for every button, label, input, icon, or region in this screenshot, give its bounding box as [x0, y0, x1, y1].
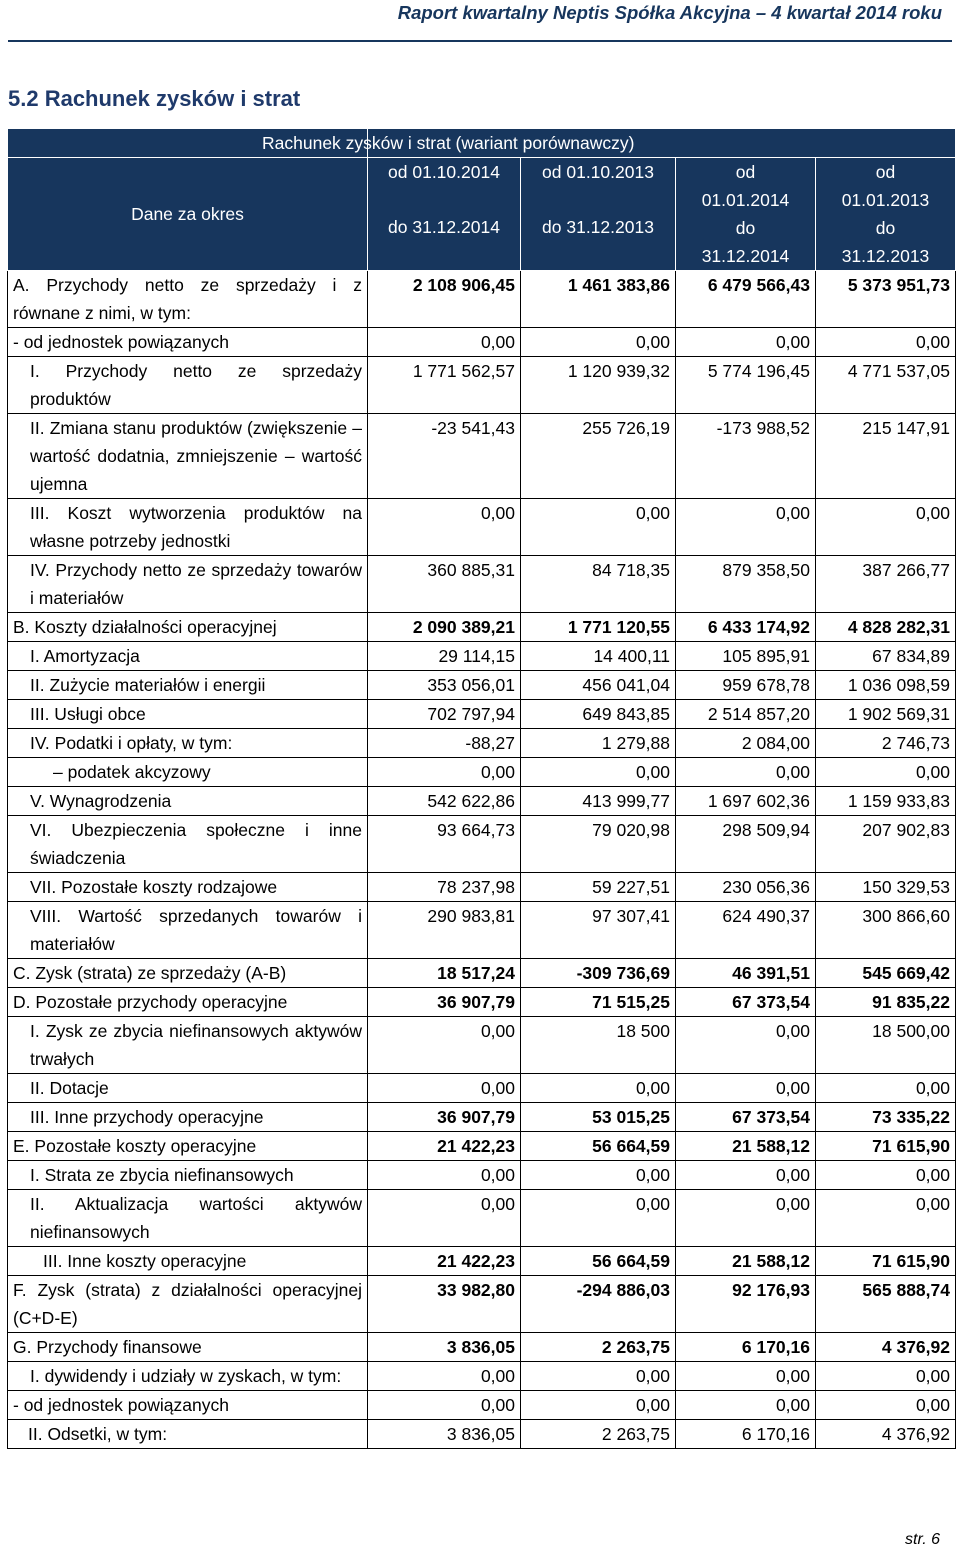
row-value: 0,00 [368, 1161, 521, 1190]
row-value: 879 358,50 [676, 556, 816, 613]
row-value: 0,00 [816, 1190, 956, 1247]
row-value: 56 664,59 [521, 1247, 676, 1276]
row-value: 14 400,11 [521, 642, 676, 671]
row-value: 2 514 857,20 [676, 700, 816, 729]
table-period-row [8, 158, 956, 271]
row-label: F. Zysk (strata) z działalności operacyjnej (C+D-E) [8, 1276, 368, 1333]
row-label: VII. Pozostałe koszty rodzajowe [8, 873, 368, 902]
row-value: 92 176,93 [676, 1276, 816, 1333]
row-value: 0,00 [368, 328, 521, 357]
row-value: 53 015,25 [521, 1103, 676, 1132]
table-row [8, 499, 956, 556]
row-value: 0,00 [676, 499, 816, 556]
row-value: 0,00 [816, 499, 956, 556]
row-label: III. Usługi obce [8, 700, 368, 729]
period-from: od 01.01.2013 [841, 162, 930, 210]
row-label: D. Pozostałe przychody operacyjne [8, 988, 368, 1017]
table-row [8, 671, 956, 700]
row-value: 0,00 [676, 1074, 816, 1103]
row-value: -173 988,52 [676, 414, 816, 499]
row-label: I. Amortyzacja [8, 642, 368, 671]
row-value: 0,00 [676, 1362, 816, 1391]
period-cell [521, 158, 676, 271]
row-value: -309 736,69 [521, 959, 676, 988]
row-value: 33 982,80 [368, 1276, 521, 1333]
period-cell [368, 158, 521, 271]
table-row [8, 1247, 956, 1276]
row-value: 21 422,23 [368, 1132, 521, 1161]
table-row [8, 1017, 956, 1074]
row-value: 18 517,24 [368, 959, 521, 988]
row-value: 649 843,85 [521, 700, 676, 729]
table-row [8, 700, 956, 729]
table-row [8, 271, 956, 328]
row-value: 1 771 562,57 [368, 357, 521, 414]
row-value: 2 746,73 [816, 729, 956, 758]
row-value: 1 279,88 [521, 729, 676, 758]
row-value: 0,00 [676, 328, 816, 357]
row-value: 0,00 [816, 1391, 956, 1420]
row-value: 21 588,12 [676, 1247, 816, 1276]
row-value: 4 771 537,05 [816, 357, 956, 414]
row-value: 0,00 [676, 1161, 816, 1190]
row-value: 59 227,51 [521, 873, 676, 902]
row-value: -294 886,03 [521, 1276, 676, 1333]
period-to: do 31.12.2014 [701, 218, 790, 266]
row-value: 0,00 [368, 1017, 521, 1074]
table-caption-row [8, 129, 956, 158]
row-value: 2 090 389,21 [368, 613, 521, 642]
row-value: 3 836,05 [368, 1333, 521, 1362]
row-value: 0,00 [816, 1074, 956, 1103]
row-value: 300 866,60 [816, 902, 956, 959]
row-label: I. Przychody netto ze sprzedaży produktów [8, 357, 368, 414]
row-value: 2 263,75 [521, 1333, 676, 1362]
row-value: 1 036 098,59 [816, 671, 956, 700]
row-value: 353 056,01 [368, 671, 521, 700]
income-statement-table [7, 128, 956, 1449]
row-value: 0,00 [368, 758, 521, 787]
row-label: V. Wynagrodzenia [8, 787, 368, 816]
period-cell [676, 158, 816, 271]
row-value: 207 902,83 [816, 816, 956, 873]
row-value: 46 391,51 [676, 959, 816, 988]
page-number: str. 6 [905, 1531, 940, 1548]
row-value: 0,00 [368, 1074, 521, 1103]
row-value: 0,00 [676, 1017, 816, 1074]
row-value: 1 159 933,83 [816, 787, 956, 816]
row-value: 36 907,79 [368, 988, 521, 1017]
row-value: 0,00 [676, 1391, 816, 1420]
row-label: II. Odsetki, w tym: [8, 1420, 368, 1449]
row-value: 290 983,81 [368, 902, 521, 959]
row-label: I. dywidendy i udziały w zyskach, w tym: [8, 1362, 368, 1391]
row-value: 0,00 [816, 328, 956, 357]
row-value: 71 615,90 [816, 1247, 956, 1276]
row-value: 0,00 [816, 758, 956, 787]
row-value: 1 461 383,86 [521, 271, 676, 328]
row-value: 624 490,37 [676, 902, 816, 959]
row-value: 71 615,90 [816, 1132, 956, 1161]
row-label: C. Zysk (strata) ze sprzedaży (A-B) [8, 959, 368, 988]
row-value: 67 373,54 [676, 988, 816, 1017]
row-value: 0,00 [816, 1362, 956, 1391]
period-from: od 01.10.2013 [542, 162, 654, 182]
table-row [8, 988, 956, 1017]
row-value: -23 541,43 [368, 414, 521, 499]
row-value: 1 902 569,31 [816, 700, 956, 729]
table-row [8, 414, 956, 499]
row-label: II. Aktualizacja wartości aktywów niefinansowych [8, 1190, 368, 1247]
table-row [8, 1362, 956, 1391]
row-label: III. Inne przychody operacyjne [8, 1103, 368, 1132]
table-row [8, 613, 956, 642]
row-value: 0,00 [676, 1190, 816, 1247]
row-value: 29 114,15 [368, 642, 521, 671]
table-row [8, 1333, 956, 1362]
row-value: 0,00 [368, 1362, 521, 1391]
row-value: 959 678,78 [676, 671, 816, 700]
row-value: 2 263,75 [521, 1420, 676, 1449]
table-row [8, 357, 956, 414]
row-value: 0,00 [521, 1161, 676, 1190]
table-caption: Rachunek zysków i strat (wariant porównawczy) [368, 129, 956, 158]
row-value: 71 515,25 [521, 988, 676, 1017]
period-from: od 01.10.2014 [388, 162, 500, 182]
row-label: I. Strata ze zbycia niefinansowych [8, 1161, 368, 1190]
row-value: 4 376,92 [816, 1420, 956, 1449]
row-value: 1 120 939,32 [521, 357, 676, 414]
row-value: 2 108 906,45 [368, 271, 521, 328]
table-row [8, 1074, 956, 1103]
table-row [8, 787, 956, 816]
table-row [8, 873, 956, 902]
row-label: - od jednostek powiązanych [8, 328, 368, 357]
row-value: 2 084,00 [676, 729, 816, 758]
row-label: VI. Ubezpieczenia społeczne i inne świadczenia [8, 816, 368, 873]
row-label: E. Pozostałe koszty operacyjne [8, 1132, 368, 1161]
row-label: II. Zmiana stanu produktów (zwiększenie – wartość dodatnia, zmniejszenie – wartość ujemna [8, 414, 368, 499]
row-value: 4 828 282,31 [816, 613, 956, 642]
row-label: VIII. Wartość sprzedanych towarów i materiałów [8, 902, 368, 959]
row-value: 215 147,91 [816, 414, 956, 499]
row-value: 0,00 [368, 499, 521, 556]
row-value: 6 479 566,43 [676, 271, 816, 328]
row-value: 0,00 [521, 499, 676, 556]
table-row [8, 1103, 956, 1132]
row-value: 78 237,98 [368, 873, 521, 902]
table-row [8, 816, 956, 873]
row-value: 298 509,94 [676, 816, 816, 873]
row-value: 6 170,16 [676, 1420, 816, 1449]
row-value: 0,00 [521, 1190, 676, 1247]
period-to: do 31.12.2013 [841, 218, 930, 266]
row-value: 6 433 174,92 [676, 613, 816, 642]
row-label: G. Przychody finansowe [8, 1333, 368, 1362]
row-label: III. Koszt wytworzenia produktów na własne potrzeby jednostki [8, 499, 368, 556]
row-label: II. Zużycie materiałów i energii [8, 671, 368, 700]
row-value: 1 771 120,55 [521, 613, 676, 642]
row-label: II. Dotacje [8, 1074, 368, 1103]
table-row [8, 729, 956, 758]
row-value: 67 834,89 [816, 642, 956, 671]
row-label: B. Koszty działalności operacyjnej [8, 613, 368, 642]
row-label: - od jednostek powiązanych [8, 1391, 368, 1420]
row-value: 21 588,12 [676, 1132, 816, 1161]
row-value: 105 895,91 [676, 642, 816, 671]
table-row [8, 758, 956, 787]
row-value: 545 669,42 [816, 959, 956, 988]
row-value: 18 500 [521, 1017, 676, 1074]
row-value: 542 622,86 [368, 787, 521, 816]
row-label: IV. Podatki i opłaty, w tym: [8, 729, 368, 758]
table-row [8, 1420, 956, 1449]
table-row [8, 902, 956, 959]
row-value: 21 422,23 [368, 1247, 521, 1276]
table-row [8, 328, 956, 357]
table-row [8, 556, 956, 613]
row-value: 413 999,77 [521, 787, 676, 816]
row-value: 0,00 [368, 1190, 521, 1247]
table-row [8, 1276, 956, 1333]
row-value: 255 726,19 [521, 414, 676, 499]
table-row [8, 1391, 956, 1420]
row-value: 91 835,22 [816, 988, 956, 1017]
row-value: 18 500,00 [816, 1017, 956, 1074]
row-label: – podatek akcyzowy [8, 758, 368, 787]
period-label: Dane za okres [8, 158, 368, 271]
section-title: 5.2 Rachunek zysków i strat [8, 86, 301, 111]
period-from: od 01.01.2014 [701, 162, 790, 210]
table-row [8, 959, 956, 988]
row-value: 3 836,05 [368, 1420, 521, 1449]
row-value: 4 376,92 [816, 1333, 956, 1362]
row-label: A. Przychody netto ze sprzedaży i z równane z nimi, w tym: [8, 271, 368, 328]
row-label: IV. Przychody netto ze sprzedaży towarów i materiałów [8, 556, 368, 613]
row-value: 0,00 [521, 1074, 676, 1103]
row-value: -88,27 [368, 729, 521, 758]
table-row [8, 642, 956, 671]
table-row [8, 1132, 956, 1161]
row-value: 456 041,04 [521, 671, 676, 700]
row-value: 56 664,59 [521, 1132, 676, 1161]
row-value: 67 373,54 [676, 1103, 816, 1132]
row-value: 230 056,36 [676, 873, 816, 902]
row-value: 0,00 [676, 758, 816, 787]
row-value: 0,00 [521, 1391, 676, 1420]
row-value: 0,00 [521, 1362, 676, 1391]
row-value: 1 697 602,36 [676, 787, 816, 816]
row-value: 0,00 [521, 758, 676, 787]
row-value: 73 335,22 [816, 1103, 956, 1132]
row-value: 5 774 196,45 [676, 357, 816, 414]
row-value: 150 329,53 [816, 873, 956, 902]
row-value: 702 797,94 [368, 700, 521, 729]
row-value: 0,00 [816, 1161, 956, 1190]
row-value: 79 020,98 [521, 816, 676, 873]
row-value: 0,00 [368, 1391, 521, 1420]
row-label: I. Zysk ze zbycia niefinansowych aktywów trwałych [8, 1017, 368, 1074]
row-value: 6 170,16 [676, 1333, 816, 1362]
row-value: 360 885,31 [368, 556, 521, 613]
report-header-title: Raport kwartalny Neptis Spółka Akcyjna – 4 kwartał 2014 roku [397, 2, 942, 23]
row-value: 387 266,77 [816, 556, 956, 613]
table-row [8, 1161, 956, 1190]
row-value: 84 718,35 [521, 556, 676, 613]
period-to: do 31.12.2014 [388, 217, 500, 237]
header-divider [8, 40, 952, 42]
period-to: do 31.12.2013 [542, 217, 654, 237]
row-label: III. Inne koszty operacyjne [8, 1247, 368, 1276]
row-value: 5 373 951,73 [816, 271, 956, 328]
row-value: 0,00 [521, 328, 676, 357]
period-cell [816, 158, 956, 271]
row-value: 93 664,73 [368, 816, 521, 873]
table-row [8, 1190, 956, 1247]
row-value: 36 907,79 [368, 1103, 521, 1132]
row-value: 565 888,74 [816, 1276, 956, 1333]
row-value: 97 307,41 [521, 902, 676, 959]
